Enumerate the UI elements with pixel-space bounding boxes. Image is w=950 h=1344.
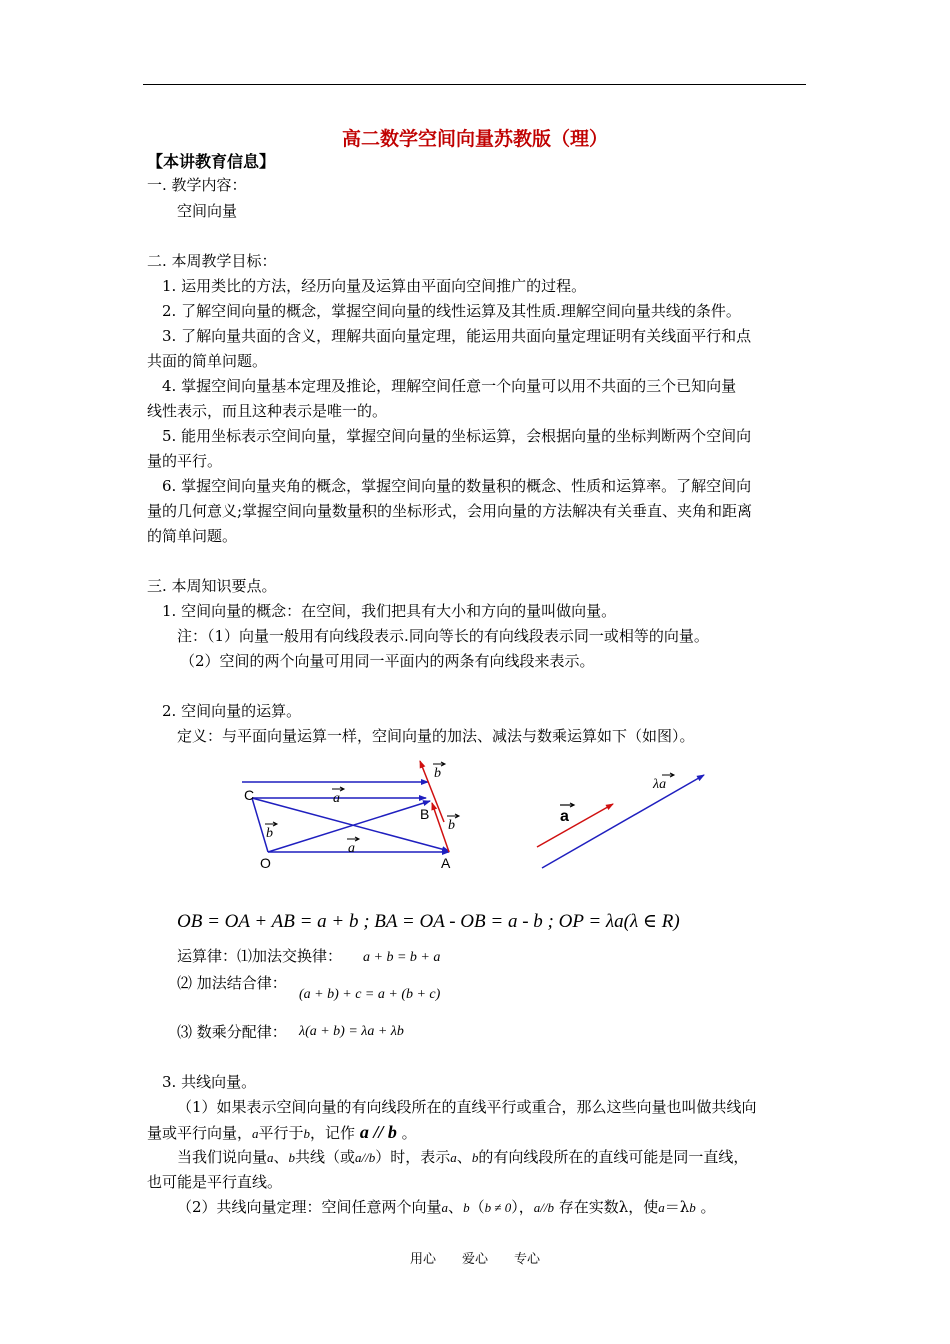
goal-line: 1. 运用类比的方法，经历向量及运算由平面向空间推广的过程。 — [162, 277, 587, 295]
main-formula: OB = OA + AB = a + b ; BA = OA - OB = a - b ; OP = λa(λ ∈ R) — [177, 911, 680, 932]
vector-figure — [230, 755, 720, 880]
label-lambda-a-text: λa — [653, 777, 667, 792]
var-a: a — [441, 1200, 449, 1215]
goal-line: 5. 能用坐标表示空间向量，掌握空间向量的坐标运算，会根据向量的坐标判断两个空间向 — [162, 427, 752, 445]
nonzero-condition: b ≠ 0 — [484, 1200, 512, 1215]
var-b: b — [471, 1150, 479, 1165]
law3-label: ⑶ 数乘分配律： — [177, 1023, 287, 1041]
label-b-top — [433, 762, 445, 781]
label-b-right-text: b — [448, 818, 455, 833]
text-span: 、 — [456, 1148, 472, 1166]
var-b: b — [303, 1126, 311, 1141]
s2-heading: 二. 本周教学目标： — [147, 252, 277, 270]
operations-heading: 2. 空间向量的运算。 — [162, 702, 302, 720]
collinear-theorem — [177, 1197, 716, 1218]
label-a-upper — [332, 787, 344, 806]
operations-definition: 定义：与平面向量运算一样，空间向量的加法、减法与数乘运算如下（如图）。 — [177, 727, 695, 745]
label-b-left — [265, 822, 277, 841]
goal-line: 6. 掌握空间向量夹角的概念，掌握空间向量的数量积的概念、性质和运算率。了解空间向 — [162, 477, 752, 495]
text-span: （ — [469, 1198, 485, 1216]
goal-line: 量的平行。 — [147, 452, 223, 470]
var-b: b — [689, 1200, 696, 1215]
var-b: b — [463, 1200, 470, 1215]
goal-line: 共面的简单问题。 — [147, 352, 268, 370]
label-lambda-a — [652, 773, 674, 792]
label-b-top-text: b — [434, 766, 441, 781]
collinear-heading: 3. 共线向量。 — [162, 1073, 257, 1091]
text-span: 平行于 — [258, 1124, 304, 1142]
section-header: 【本讲教育信息】 — [147, 152, 276, 171]
goal-line: 2. 了解空间向量的概念，掌握空间向量的线性运算及其性质.理解空间向量共线的条件。 — [162, 302, 741, 320]
page-footer: 用心 爱心 专心 — [409, 1252, 540, 1267]
label-a-lower — [347, 837, 359, 856]
var-b: b — [288, 1150, 296, 1165]
collinear-p1-line1: （1）如果表示空间向量的有向线段所在的直线平行或重合，那么这些向量也叫做共线向 — [177, 1098, 757, 1116]
text-span: ，记作 — [310, 1124, 356, 1142]
goal-line: 3. 了解向量共面的含义，理解共面向量定理，能运用共面向量定理证明有关线面平行和点 — [162, 327, 752, 345]
label-a-bold — [560, 803, 574, 825]
s1-heading: 一. 教学内容： — [147, 176, 247, 194]
text-span: 。 — [401, 1124, 417, 1142]
label-C: C — [244, 787, 255, 803]
law-commutative: a + b = b + a — [363, 950, 441, 965]
law-associative: (a + b) + c = a + (b + c) — [299, 987, 441, 1002]
label-A: A — [441, 855, 451, 871]
text-span: （2）共线向量定理：空间任意两个向量 — [177, 1198, 442, 1216]
law2-label: ⑵ 加法结合律： — [177, 974, 287, 992]
collinear-p1-line2 — [147, 1122, 417, 1144]
text-span: 。 — [695, 1198, 716, 1216]
law-distributive: λ(a + b) = λa + λb — [299, 1024, 404, 1039]
note-1: 注：（1）向量一般用有向线段表示.同向等长的有向线段表示同一或相等的向量。 — [177, 627, 709, 645]
parallel-notation: a // b — [359, 1122, 397, 1142]
goal-line: 量的几何意义;掌握空间向量数量积的坐标形式，会用向量的方法解决有关垂直、夹角和距离 — [147, 502, 753, 520]
text-span: 量或平行向量， — [147, 1124, 253, 1142]
label-O: O — [260, 855, 271, 871]
var-a: a — [252, 1126, 259, 1141]
parallel-notation: a//b — [533, 1200, 554, 1215]
parallel-notation: a//b — [355, 1150, 376, 1165]
var-a: a — [658, 1200, 665, 1215]
edge-OC — [252, 798, 268, 852]
concept-paragraph: 1. 空间向量的概念：在空间，我们把具有大小和方向的量叫做向量。 — [162, 602, 617, 620]
text-span: 存在实数λ，使 — [553, 1198, 659, 1216]
text-span: 、 — [448, 1198, 464, 1216]
goal-line: 的简单问题。 — [147, 527, 238, 545]
header-rule — [143, 84, 806, 85]
text-span: ）， — [511, 1198, 534, 1216]
text-span: 当我们说向量 — [177, 1148, 268, 1166]
collinear-p2-line2: 也可能是平行直线。 — [147, 1173, 283, 1191]
goal-line: 4. 掌握空间向量基本定理及推论，理解空间任意一个向量可以用不共面的三个已知向量 — [162, 377, 737, 395]
note-2: （2）空间的两个向量可用同一平面内的两条有向线段来表示。 — [180, 652, 595, 670]
text-span: 共线（或 — [295, 1148, 356, 1166]
label-a-lower-text: a — [348, 841, 355, 856]
label-b-right — [447, 814, 459, 833]
var-a: a — [267, 1150, 274, 1165]
text-span: 、 — [273, 1148, 289, 1166]
document-title: 高二数学空间向量苏教版（理） — [341, 128, 608, 150]
laws-label: 运算律：⑴加法交换律： — [177, 947, 343, 965]
text-span: 的有向线段所在的直线可能是同一直线， — [478, 1148, 749, 1166]
s3-heading: 三. 本周知识要点。 — [147, 577, 277, 595]
vector-AB — [432, 803, 449, 852]
label-a-upper-text: a — [333, 791, 340, 806]
collinear-p2-line1 — [177, 1147, 748, 1168]
label-b-left-text: b — [266, 826, 273, 841]
text-span: ）时，表示 — [375, 1148, 451, 1166]
label-a-bold-text: a — [560, 808, 569, 825]
var-a: a — [450, 1150, 457, 1165]
goal-line: 线性表示，而且这种表示是唯一的。 — [147, 402, 388, 420]
s1-content: 空间向量 — [177, 202, 238, 220]
text-span: ＝λ — [664, 1198, 690, 1216]
vector-a-red — [537, 804, 613, 847]
label-B: B — [420, 806, 430, 822]
